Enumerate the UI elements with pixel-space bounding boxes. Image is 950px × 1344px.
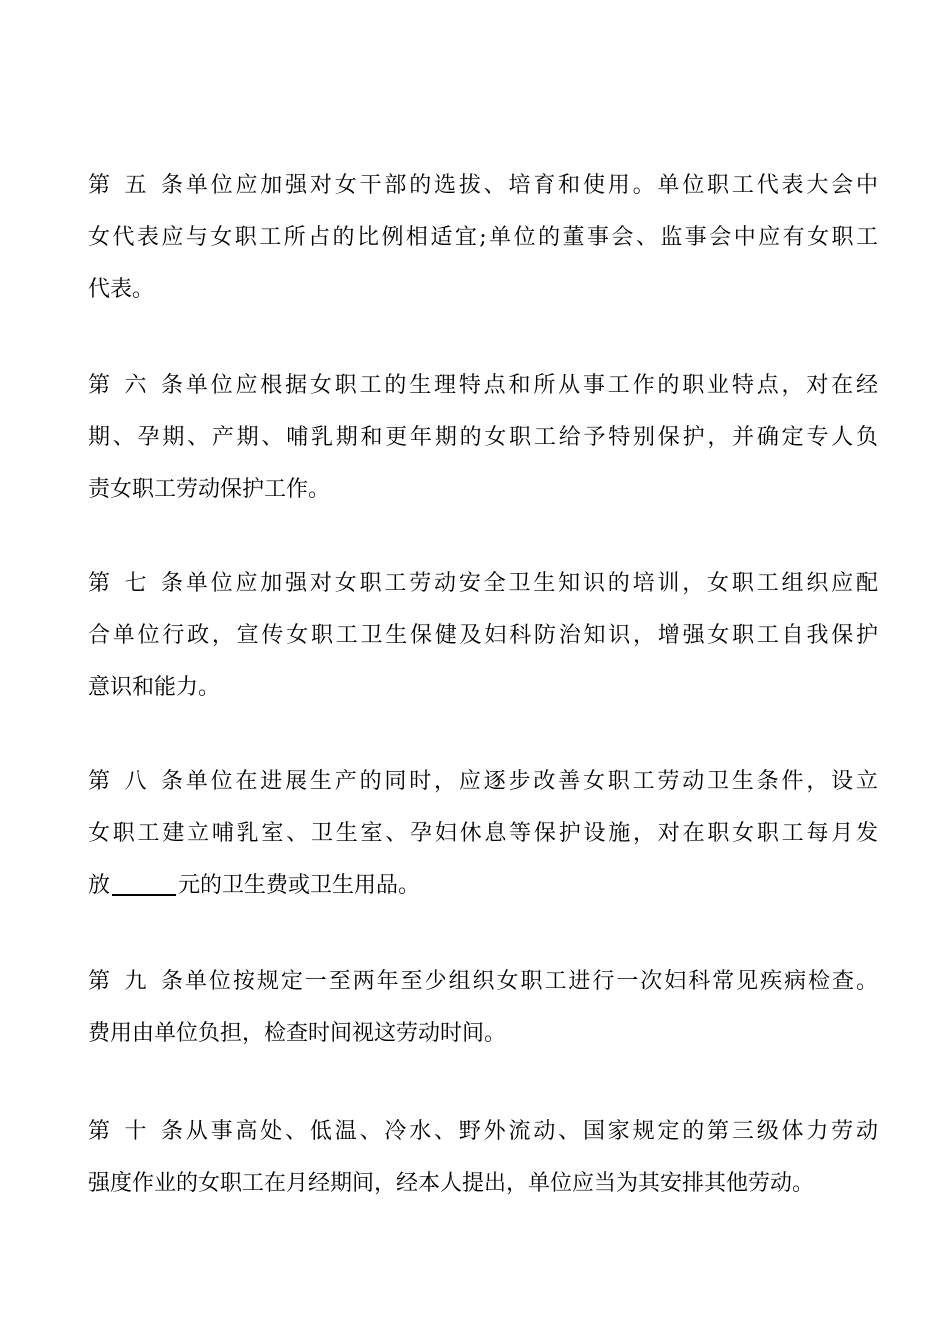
article-line: 期、孕期、产期、哺乳期和更年期的女职工给予特别保护，并确定专人负 (88, 425, 878, 450)
article-text: 单位应加强对女职工劳动安全卫生知识的培训，女职工组织应配 (183, 571, 878, 596)
article-line (88, 860, 878, 912)
article-5 (88, 160, 878, 316)
article-7 (88, 558, 878, 714)
article-line: 费用由单位负担，检查时间视这劳动时间。 (88, 1021, 507, 1046)
article-9 (88, 956, 878, 1060)
article-line: 女职工建立哺乳室、卫生室、孕妇休息等保护设施，对在职女职工每月发 (88, 821, 878, 846)
article-line (88, 956, 878, 1008)
article-line: 意识和能力。 (88, 675, 221, 700)
article-8 (88, 756, 878, 912)
article-text: 单位按规定一至两年至少组织女职工进行一次妇科常见疾病检查。 (183, 969, 878, 994)
fill-in-blank (112, 872, 176, 896)
article-number: 第六条 (88, 373, 183, 398)
article-line: 女代表应与女职工所占的比例相适宜;单位的董事会、监事会中应有女职工 (88, 225, 878, 250)
article-text: 从事高处、低温、冷水、野外流动、国家规定的第三级体力劳动 (183, 1119, 878, 1144)
article-10 (88, 1106, 878, 1210)
article-line (88, 558, 878, 610)
article-line: 强度作业的女职工在月经期间，经本人提出，单位应当为其安排其他劳动。 (88, 1171, 815, 1196)
article-number: 第七条 (88, 571, 183, 596)
article-number: 第九条 (88, 969, 183, 994)
article-line: 代表。 (88, 277, 155, 302)
blank-prefix: 放 (88, 873, 111, 898)
article-line: 责女职工劳动保护工作。 (88, 477, 331, 502)
article-number: 第五条 (88, 173, 183, 198)
article-text: 单位应根据女职工的生理特点和所从事工作的职业特点，对在经 (183, 373, 878, 398)
blank-suffix: 元的卫生费或卫生用品。 (178, 873, 421, 898)
article-number: 第十条 (88, 1119, 183, 1144)
article-number: 第八条 (88, 769, 183, 794)
article-line (88, 1106, 878, 1158)
article-line (88, 756, 878, 808)
article-text: 单位在进展生产的同时，应逐步改善女职工劳动卫生条件，设立 (183, 769, 878, 794)
article-text: 单位应加强对女干部的选拔、培育和使用。单位职工代表大会中 (183, 173, 878, 198)
article-line: 合单位行政，宣传女职工卫生保健及妇科防治知识，增强女职工自我保护 (88, 623, 878, 648)
article-6 (88, 360, 878, 516)
article-line (88, 160, 878, 212)
article-line (88, 360, 878, 412)
